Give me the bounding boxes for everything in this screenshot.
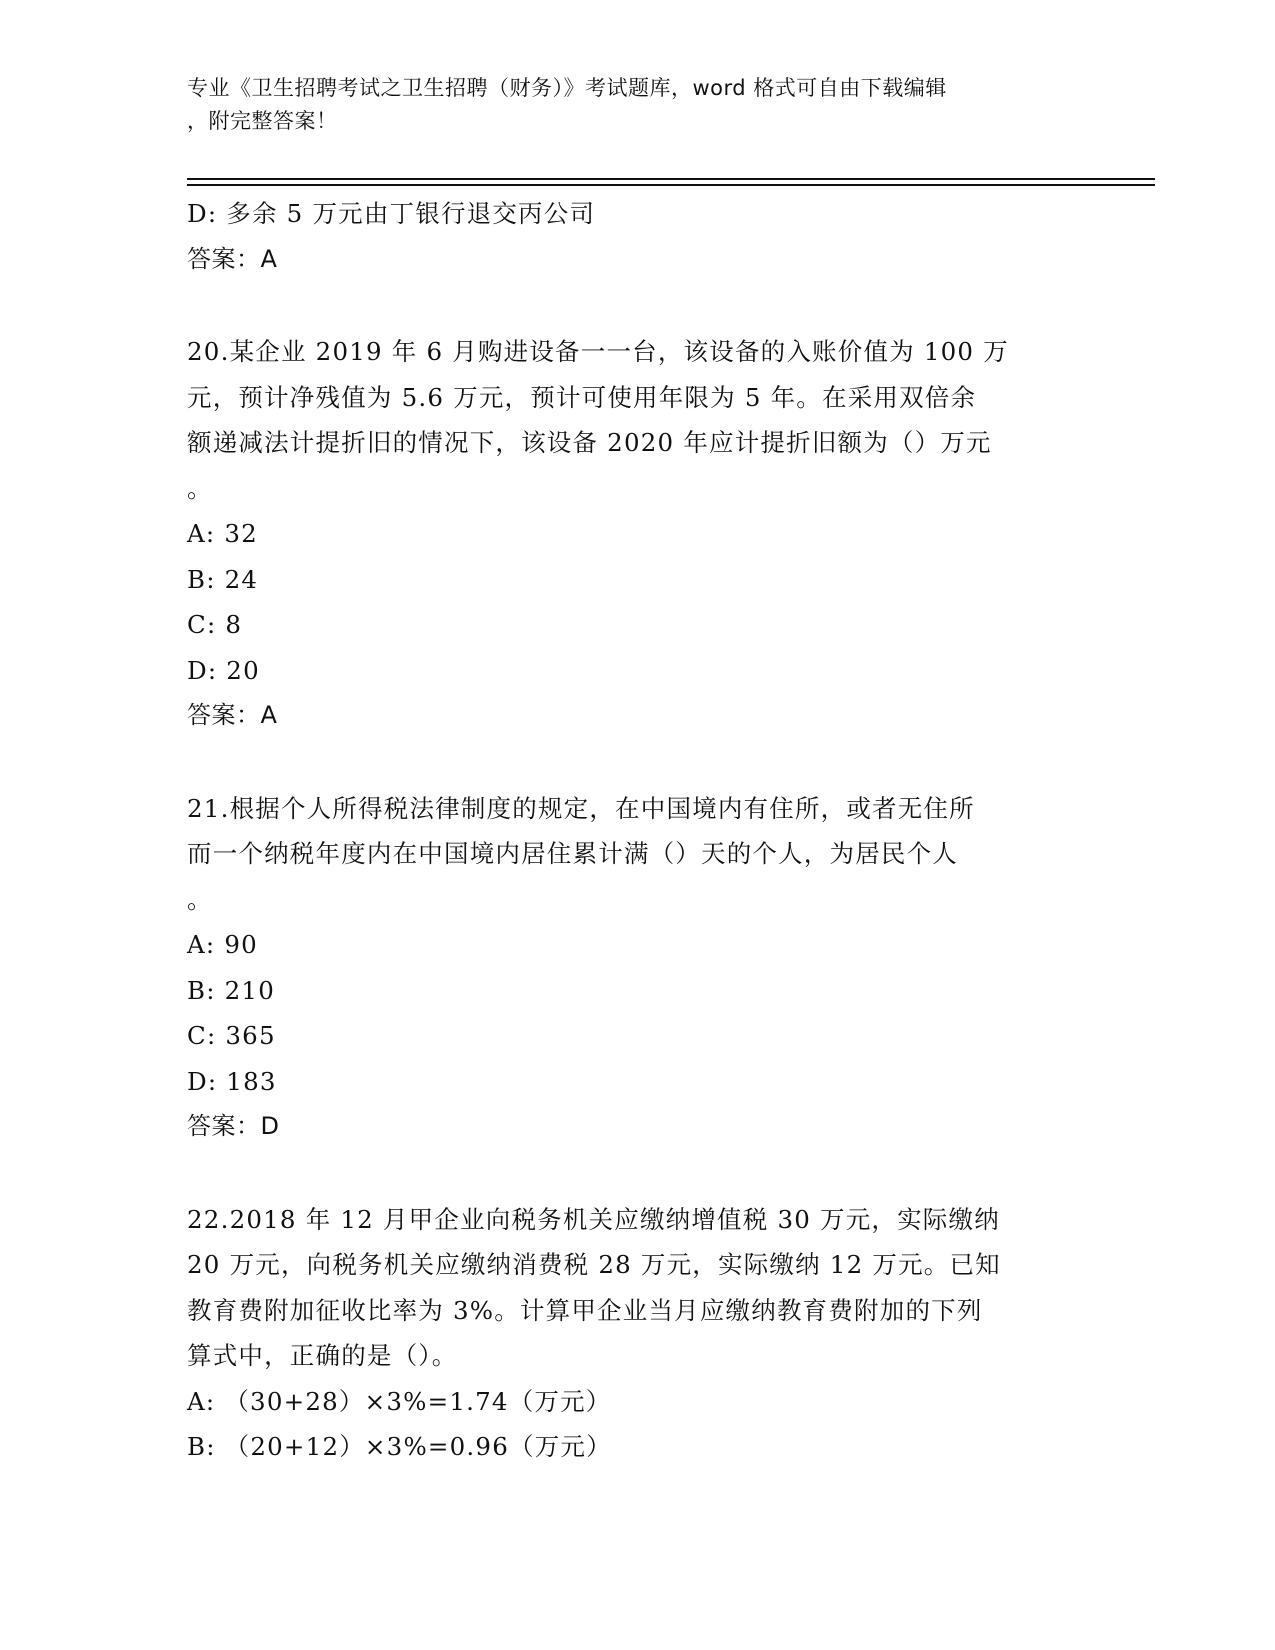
option-a: A: 90 [187,930,258,959]
question-21 [187,786,1087,1150]
option-b: B: 210 [187,975,276,1005]
question-stem-line: 教育费附加征收比率为 3%。计算甲企业当月应缴纳教育费附加的下列 [187,1295,983,1325]
spacer [187,739,1087,786]
question-stem-line: 22.2018 年 12 月甲企业向税务机关应缴纳增值税 30 万元，实际缴纳 [187,1204,1000,1234]
question-list [187,191,1087,1470]
previous-question-tail [187,191,1087,282]
question-stem-line: 元，预计净残值为 5.6 万元，预计可使用年限为 5 年。在采用双倍余 [187,382,977,412]
question-20 [187,329,1087,739]
answer-line: 答案：A [187,701,278,729]
question-stem-line: 20 万元，向税务机关应缴纳消费税 28 万元，实际缴纳 12 万元。已知 [187,1250,1001,1279]
option-a: A: 32 [187,519,258,548]
option-d: D: 20 [187,655,260,685]
option-c: C: 365 [187,1021,276,1050]
question-stem-line: 而一个纳税年度内在中国境内居住累计满（）天的个人，为居民个人 [187,839,958,868]
answer-line: 答案：D [187,1112,280,1140]
header-line-2: ，附完整答案！ [187,109,338,133]
question-stem-line: 算式中，正确的是（）。 [187,1341,458,1370]
document-header [187,72,1067,138]
option-d: D: 183 [187,1066,277,1096]
option-d: D: 多余 5 万元由丁银行退交丙公司 [187,199,596,228]
spacer [187,1150,1087,1197]
question-stem-line: 额递减法计提折旧的情况下，该设备 2020 年应计提折旧额为（）万元 [187,428,992,457]
answer-line: 答案：A [187,244,278,273]
option-a: A: （30+28）×3%=1.74（万元） [187,1386,612,1416]
question-stem-line: 20.某企业 2019 年 6 月购进设备一一台，该设备的入账价值为 100 万 [187,337,1009,366]
question-22 [187,1197,1087,1470]
question-stem-line: 。 [187,473,213,503]
header-line-1: 专业《卫生招聘考试之卫生招聘（财务）》考试题库，word 格式可自由下载编辑 [187,76,947,100]
option-b: B: （20+12）×3%=0.96（万元） [187,1432,612,1461]
question-stem-line: 。 [187,884,213,914]
header-rule-bottom [187,184,1155,186]
option-b: B: 24 [187,564,259,594]
spacer [187,282,1087,329]
header-rule-top [187,178,1155,180]
question-stem-line: 21.根据个人所得税法律制度的规定，在中国境内有住所，或者无住所 [187,793,975,823]
option-c: C: 8 [187,610,243,639]
